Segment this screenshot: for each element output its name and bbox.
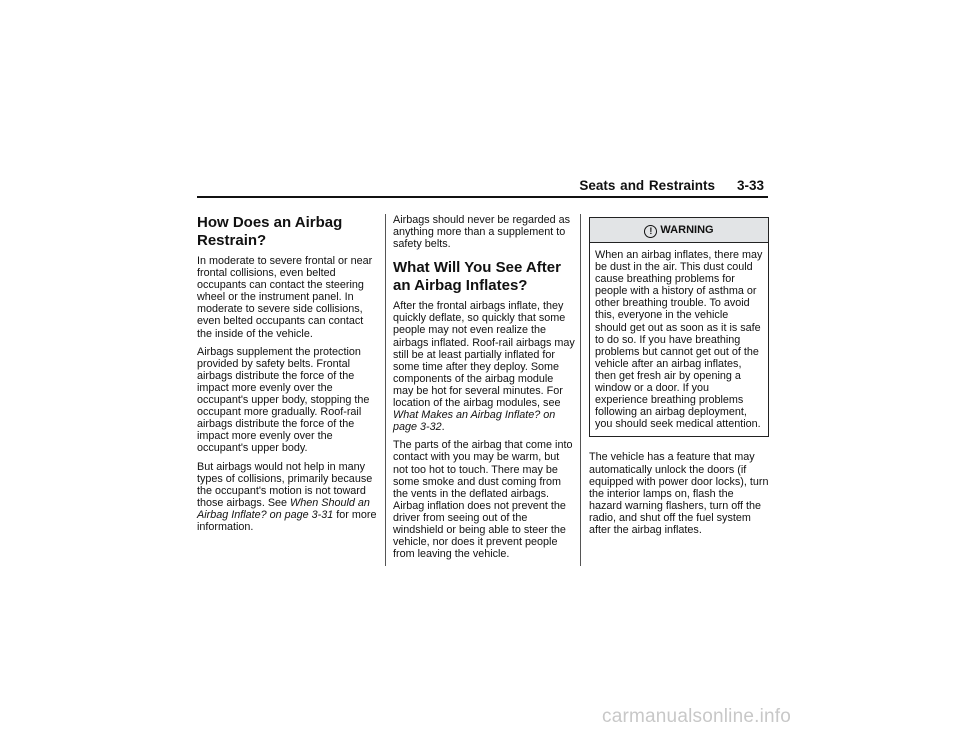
heading-airbag-restrain: How Does an Airbag Restrain? [197,214,343,249]
section-title: Seats and Restraints [579,178,715,193]
column-3 [589,214,769,542]
paragraph-text: for more information. [197,508,377,533]
paragraph-text: After the frontal airbags inflate, they quickly deflate, so quickly that some people may not even realize the airbags inflated. Roof-rail airbags may still be at least partially inflated for some time after they deploy. Some components of the airbag module may be hot for several minutes. For location of the airbag modules, see [393,300,575,410]
cross-reference-link[interactable]: What Makes an Airbag Inflate? on page 3-32 [393,409,556,434]
paragraph [393,300,575,433]
column-divider-1 [385,214,386,566]
heading-after-inflates: What Will You See After an Airbag Inflates? [393,259,561,295]
warning-icon: ! [644,225,657,238]
paragraph: The parts of the airbag that come into contact with you may be warm, but not too hot to touch. There may be some smoke and dust coming from the vents in the deflated airbags. Airbag inflation does not prevent the driver from seeing out of the windshield or being able to steer the vehicle, nor does it prevent people from leaving the vehicle. [393,439,573,561]
warning-text: When an airbag inflates, there may be dust in the air. This dust could cause breathing problems for people with a history of asthma or other breathing trouble. To avoid this, everyone in the vehicle should get out as soon as it is safe to do so. If you have breathing problems but cannot get out of the vehicle after an airbag inflates, then get fresh air by opening a window or a door. If you experience breathing problems following an airbag deployment, you should seek medical attention. [595,249,763,431]
paragraph-text: . [441,421,445,434]
watermark: carmanualsonline.info [602,706,792,727]
page-number: 3-33 [736,178,764,193]
header-text [579,178,764,193]
paragraph: Airbags supplement the protection provided by safety belts. Frontal airbags distribute the force of the impact more evenly over the occupant's upper body, stopping the occupant more gradually. Roof-rail airbags distribute the force of the impact more evenly over the occupant's upper body. [197,345,370,455]
paragraph: In moderate to severe frontal or near frontal collisions, even belted occupants can contact the steering wheel or the instrument panel. In moderate to severe side collisions, even belted occupants can contact the inside of the vehicle. [197,255,373,340]
paragraph-text: But airbags would not help in many types of collisions, primarily because the occupant's motion is not toward those airbags. See [197,460,373,509]
warning-title: WARNING [660,224,714,236]
column-1 [197,214,379,539]
column-2 [393,214,575,566]
paragraph: The vehicle has a feature that may automatically unlock the doors (if equipped with power door locks), turn the interior lamps on, flash the hazard warning flashers, turn off the radio, and shut off the fuel system after the airbag inflates. [589,451,769,536]
warning-header [590,218,768,243]
warning-box [589,217,769,437]
paragraph: Airbags should never be regarded as anything more than a supplement to safety belts. [393,214,571,251]
cross-reference-link[interactable]: When Should an Airbag Inflate? on page 3-31 [197,496,370,521]
header-rule [197,196,768,198]
paragraph [197,461,379,534]
page-header [197,178,768,200]
column-divider-2 [580,214,581,566]
